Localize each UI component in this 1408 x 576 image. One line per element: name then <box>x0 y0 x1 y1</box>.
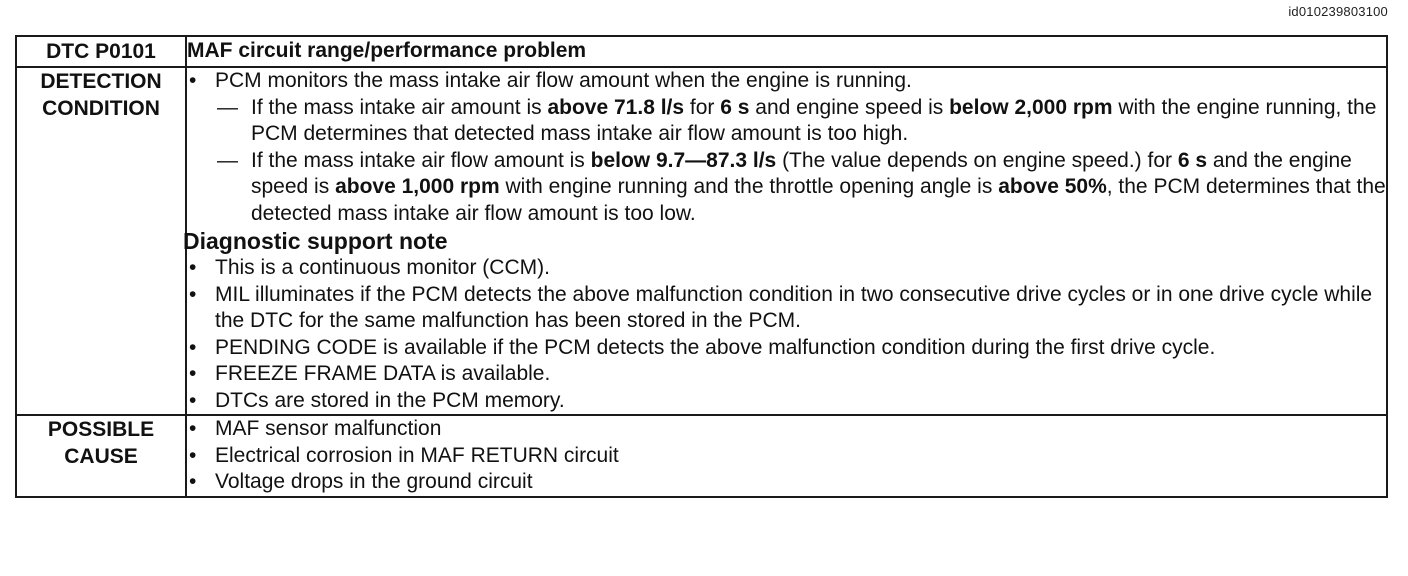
bullet-icon: • <box>189 335 197 359</box>
condition-low-text: If the mass intake air flow amount is below 9.7—87.3 l/s (The value depends on engine speed.) for 6 s and the engine speed is above 1,000 rpm with engine running and the throttle opening angle is above 50%, the PCM determines that the detected mass intake air flow amount is too low. <box>251 148 1386 225</box>
monitor-text: PCM monitors the mass intake air flow amount when the engine is running. <box>215 69 912 92</box>
dash-icon: — <box>217 95 238 119</box>
bullet-icon: • <box>189 417 197 440</box>
list-item <box>187 388 1386 415</box>
support-item: This is a continuous monitor (CCM). <box>215 256 550 279</box>
dtc-code: DTC P0101 <box>16 36 186 67</box>
detection-condition-body <box>183 67 1387 415</box>
cause-label-line2: CAUSE <box>64 445 138 468</box>
possible-cause-label <box>16 415 186 497</box>
support-note-title: Diagnostic support note <box>183 228 448 254</box>
header-row <box>16 36 1387 67</box>
bullet-icon: • <box>189 388 197 412</box>
list-item <box>187 255 1386 282</box>
bullet-icon: • <box>189 282 197 306</box>
dtc-title: MAF circuit range/performance problem <box>186 36 1387 67</box>
list-item <box>187 335 1386 362</box>
bullet-icon: • <box>189 470 197 493</box>
support-item: DTCs are stored in the PCM memory. <box>215 388 565 412</box>
possible-cause-body <box>186 415 1387 497</box>
list-item <box>187 469 1386 496</box>
cause-row <box>16 415 1387 497</box>
condition-high <box>217 95 1386 148</box>
detection-row <box>16 67 1387 415</box>
dtc-table <box>15 35 1388 498</box>
list-item <box>187 443 1386 470</box>
dash-icon: — <box>217 148 238 172</box>
cause-item: Voltage drops in the ground circuit <box>215 470 533 493</box>
condition-high-text: If the mass intake air amount is above 71.8 l/s for 6 s and engine speed is below 2,000 rpm with the engine running, the PCM determines that detected mass intake air flow amount is too high. <box>251 95 1377 145</box>
cause-label-line1: POSSIBLE <box>47 418 155 441</box>
bullet-icon: • <box>189 256 197 279</box>
list-item <box>187 361 1386 388</box>
list-item <box>187 68 1386 95</box>
document-id: id010239803100 <box>1288 4 1388 19</box>
detection-label-line2: CONDITION <box>42 97 160 120</box>
bullet-icon: • <box>189 443 197 467</box>
cause-item: Electrical corrosion in MAF RETURN circuit <box>215 443 619 467</box>
detection-condition-label <box>16 67 186 415</box>
cause-item: MAF sensor malfunction <box>215 417 442 440</box>
condition-low <box>217 148 1386 228</box>
list-item <box>187 416 1386 443</box>
detection-label-line1: DETECTION <box>40 70 162 93</box>
support-item: MIL illuminates if the PCM detects the above malfunction condition in two consecutive drive cycles or in one drive cycle while the DTC for the same malfunction has been stored in the PCM. <box>215 282 1373 332</box>
support-item: FREEZE FRAME DATA is available. <box>215 362 551 385</box>
bullet-icon: • <box>189 362 197 385</box>
bullet-icon: • <box>189 69 197 92</box>
support-item: PENDING CODE is available if the PCM detects the above malfunction condition during the first drive cycle. <box>215 335 1216 359</box>
list-item <box>187 282 1386 335</box>
